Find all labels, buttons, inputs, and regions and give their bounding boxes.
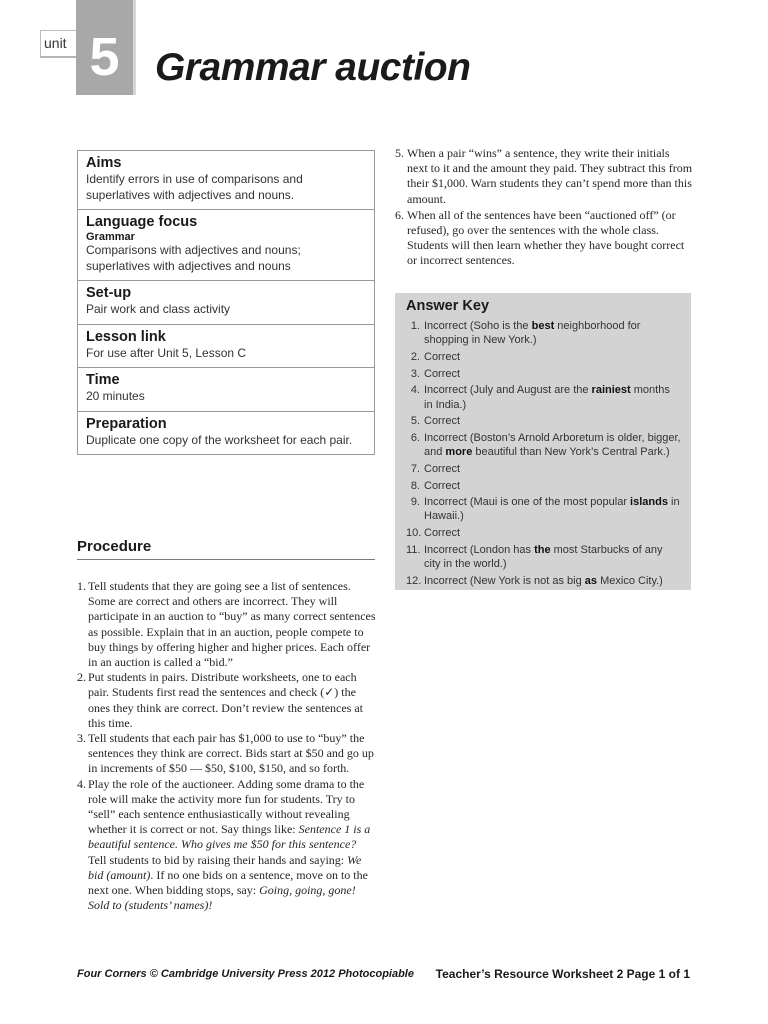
answer-key-item <box>406 543 681 571</box>
answer-number: 2. <box>410 350 420 363</box>
preparation-section <box>78 412 374 455</box>
aims-heading: Aims <box>86 155 122 171</box>
answer-correction-word: islands <box>630 496 668 509</box>
answer-correction-word: more <box>445 446 473 459</box>
answer-text: Incorrect (Soho is the <box>424 320 532 332</box>
page-title: Grammar auction <box>155 46 471 89</box>
answer-key-item <box>406 383 681 411</box>
procedure-step <box>77 777 377 914</box>
setup-section <box>78 281 374 325</box>
answer-text: beautiful than New York’s Central Park.) <box>472 446 670 459</box>
answer-key-item <box>406 479 681 493</box>
answer-text: months in India.) <box>424 384 670 411</box>
step-example-phrase: Going, going, gone! Sold to (students’ names)! <box>88 883 356 913</box>
procedure-step <box>395 146 693 207</box>
answer-correction-word: rainiest <box>591 384 631 397</box>
step-example-phrase: Sentence 1 is a beautiful sentence. Who gives me $50 for this sentence? <box>88 822 371 852</box>
answer-text: in Hawaii.) <box>424 496 680 523</box>
procedure-continued-list <box>395 146 693 270</box>
answer-text: neighborhood for shopping in New York.) <box>424 320 641 347</box>
answer-number: 4. <box>410 384 420 397</box>
answer-key-item <box>406 367 681 381</box>
worksheet-footer: Teacher’s Resource Worksheet 2 Page 1 of 1 <box>435 967 690 981</box>
answer-text: Incorrect (New York is not as big <box>424 574 585 587</box>
answer-text: Correct <box>424 415 461 428</box>
answer-key-item <box>406 495 681 523</box>
step-number: 1. <box>77 579 86 593</box>
unit-number: 5 <box>89 27 120 87</box>
answer-number: 1. <box>410 320 420 332</box>
answer-correction-word: the <box>534 543 551 556</box>
answer-number: 6. <box>410 431 420 444</box>
answer-correction-word: best <box>531 320 555 332</box>
answer-key-item <box>406 574 681 588</box>
answer-key-title: Answer Key <box>406 298 490 314</box>
answer-text: most Starbucks of any city in the world.) <box>424 543 663 571</box>
language-focus-text: Comparisons with adjectives and nouns; superlatives with adjectives and nouns <box>86 243 301 273</box>
lesson-link-section <box>78 325 374 369</box>
answer-text: Correct <box>424 350 461 363</box>
step-number: 6. <box>395 207 404 222</box>
answer-text: Correct <box>424 367 461 380</box>
language-focus-heading: Language focus <box>86 214 198 230</box>
answer-number: 7. <box>410 462 420 475</box>
answer-key-item <box>406 414 681 428</box>
answer-text: Correct <box>424 462 461 475</box>
time-heading: Time <box>86 372 120 388</box>
answer-text: Incorrect (July and August are the <box>424 384 592 397</box>
preparation-text: Duplicate one copy of the worksheet for each pair. <box>86 432 353 447</box>
setup-heading: Set-up <box>86 285 132 301</box>
answer-number: 10. <box>406 527 422 540</box>
language-focus-section <box>78 210 374 281</box>
step-number: 5. <box>395 146 404 160</box>
setup-text: Pair work and class activity <box>86 302 231 316</box>
answer-number: 5. <box>410 415 420 428</box>
answer-number: 3. <box>410 367 420 380</box>
language-focus-subheading: Grammar <box>86 231 135 243</box>
step-text: Tell students that they are going see a list of sentences. Some are correct and others are incorrect. They will participate in an auction to “buy” as many correct sentences as possible. Explain that in an auction, people compete to buy things by offering higher and higher prices. Each offer in an auction is called a “bid.” <box>88 579 376 670</box>
procedure-step <box>77 670 377 731</box>
procedure-step <box>77 731 377 777</box>
lesson-link-heading: Lesson link <box>86 328 166 345</box>
answer-key-list <box>406 319 681 588</box>
step-number: 3. <box>77 731 86 746</box>
lesson-link-text: For use after Unit 5, Lesson C <box>86 345 247 360</box>
answer-text: Incorrect (London has <box>424 543 535 556</box>
answer-number: 12. <box>406 574 422 587</box>
copyright-footer: Four Corners © Cambridge University Press 2012 Photocopiable <box>77 968 414 980</box>
step-number: 2. <box>77 670 86 685</box>
unit-number-box <box>76 0 136 95</box>
step-text: When all of the sentences have been “auctioned off” (or refused), go over the sentences with the whole class. Students will then learn whether they have bought correct or incorrect sentences. <box>407 207 685 268</box>
unit-label: unit <box>44 35 67 51</box>
answer-key-item <box>406 462 681 476</box>
answer-key-item <box>406 350 681 364</box>
step-text: When a pair “wins” a sentence, they write their initials next to it and the amount they paid. They subtract this from their $1,000. Warn students they can’t spend more than this amount. <box>407 146 693 206</box>
answer-number: 11. <box>406 543 421 556</box>
procedure-step <box>77 579 377 670</box>
answer-key-box <box>395 293 691 590</box>
answer-text: Correct <box>424 527 461 540</box>
step-text: Tell students that each pair has $1,000 to use to “buy” the sentences they think are correct. Bids start at $50 and go up in increments of $50 — $50, $100, $150, and so forth. <box>88 731 374 776</box>
step-text: Put students in pairs. Distribute worksheets, one to each pair. Students first read the sentences and check (✓) the ones they think are correct. Don’t review the sentences at this time. <box>88 670 364 730</box>
step-number: 4. <box>77 776 86 791</box>
answer-key-item <box>406 431 681 459</box>
step-example-phrase: We bid (amount) <box>88 852 362 882</box>
step-text: . If no one bids on a sentence, move on to the next one. When bidding stops, say: <box>88 867 368 898</box>
answer-key-item <box>406 319 681 347</box>
aims-section <box>78 151 374 210</box>
procedure-heading: Procedure <box>77 538 375 560</box>
answer-text: Incorrect (Maui is one of the most popular <box>424 496 631 509</box>
time-text: 20 minutes <box>86 389 145 403</box>
answer-number: 8. <box>410 479 420 492</box>
answer-text: Mexico City.) <box>597 574 663 587</box>
lesson-info-box <box>77 150 375 455</box>
answer-key-item <box>406 526 681 540</box>
step-text: Tell students to bid by raising their hands and saying: <box>88 852 348 867</box>
answer-number: 9. <box>410 496 420 509</box>
preparation-heading: Preparation <box>86 415 167 432</box>
step-text: Play the role of the auctioneer. Adding some drama to the role will make the activity more fun for students. Try to “sell” each sentence enthusiastically without revealing whether it is correct or not. Say things like: <box>88 776 365 837</box>
aims-text: Identify errors in use of comparisons and superlatives with adjectives and nouns. <box>86 172 303 202</box>
procedure-step <box>395 208 693 269</box>
time-section <box>78 368 374 412</box>
answer-correction-word: as <box>584 574 598 587</box>
answer-text: Incorrect (Boston’s Arnold Arboretum is older, bigger, and <box>424 431 681 459</box>
procedure-list <box>77 579 377 913</box>
answer-text: Correct <box>424 479 461 492</box>
